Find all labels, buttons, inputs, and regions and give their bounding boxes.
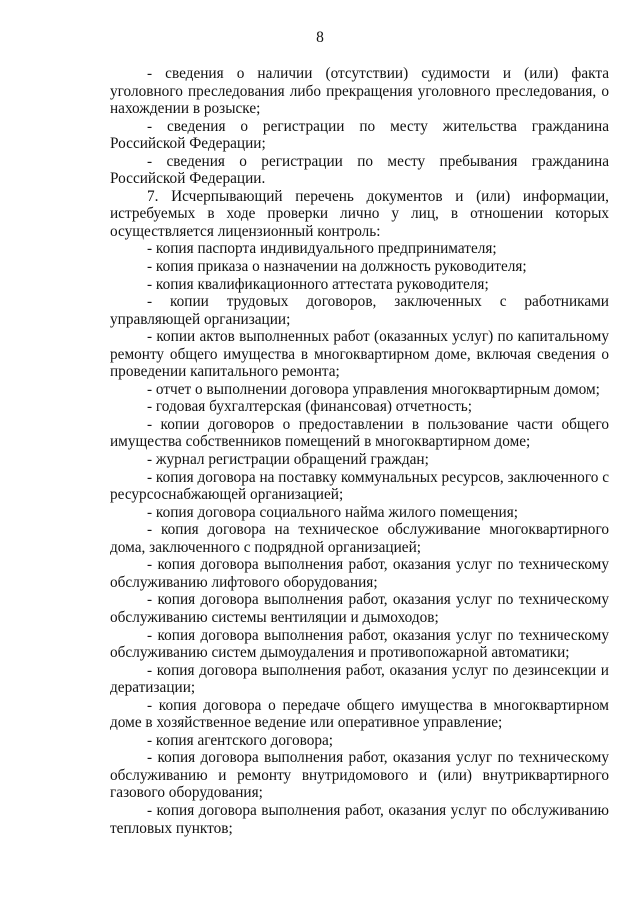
- list-item: - копия паспорта индивидуального предпринимателя;: [147, 240, 497, 258]
- page-number: 8: [316, 29, 324, 46]
- list-item: - копии трудовых договоров, заключенных с работниками управляющей организации;: [110, 293, 609, 328]
- list-item: - копия договора выполнения работ, оказания услуг по техническому обслуживанию и ремонту внутридомового и (или) внутриквартирного газового оборудования;: [110, 749, 609, 802]
- paragraph-residence-registration: - сведения о регистрации по месту жительства гражданина Российской Федерации;: [110, 117, 609, 153]
- list-item: - копия договора социального найма жилого помещения;: [147, 503, 518, 521]
- list-item: - копия договора на поставку коммунальных ресурсов, заключенного с ресурсоснабжающей организацией;: [110, 468, 609, 504]
- list-item: - копия договора выполнения работ, оказания услуг по техническому обслуживанию лифтового оборудования;: [110, 556, 609, 591]
- paragraph-stay-registration: - сведения о регистрации по месту пребывания гражданина Российской Федерации.: [110, 152, 609, 188]
- list-item: - копия договора выполнения работ, оказания услуг по техническому обслуживанию систем дымоудаления и противопожарной автоматики;: [110, 626, 609, 662]
- list-item: - копия договора выполнения работ, оказания услуг по обслуживанию тепловых пунктов;: [110, 801, 609, 837]
- list-item: - копия договора выполнения работ, оказания услуг по техническому обслуживанию системы вентиляции и дымоходов;: [110, 591, 609, 626]
- list-item: - копия договора выполнения работ, оказания услуг по дезинсекции и дератизации;: [110, 661, 609, 697]
- list-item: - годовая бухгалтерская (финансовая) отчетность;: [147, 398, 472, 416]
- list-item: - копии актов выполненных работ (оказанных услуг) по капитальному ремонту общего имущества в многоквартирном доме, включая сведения о проведении капитального ремонта;: [110, 328, 609, 381]
- list-item: - копия агентского договора;: [147, 731, 334, 749]
- list-item: - копия квалификационного аттестата руководителя;: [147, 275, 489, 293]
- list-item: - копия договора на техническое обслуживание многоквартирного дома, заключенного с подрядной организацией;: [110, 521, 609, 556]
- document-body: [110, 65, 609, 837]
- paragraph-criminal-record: - сведения о наличии (отсутствии) судимости и (или) факта уголовного преследования либо прекращения уголовного преследования, о нахождении в розыске;: [110, 65, 609, 118]
- paragraph-section-7-heading: 7. Исчерпывающий перечень документов и (или) информации, истребуемых в ходе проверки лично у лиц, в отношении которых осуществляется лицензионный контроль:: [110, 187, 609, 240]
- list-item: - журнал регистрации обращений граждан;: [147, 451, 429, 469]
- list-item: - копии договоров о предоставлении в пользование части общего имущества собственников помещений в многоквартирном доме;: [110, 415, 609, 451]
- list-item: - копия договора о передаче общего имущества в многоквартирном доме в хозяйственное ведение или оперативное управление;: [110, 696, 609, 732]
- list-item: - копия приказа о назначении на должность руководителя;: [147, 258, 527, 276]
- list-item: - отчет о выполнении договора управления многоквартирным домом;: [147, 380, 600, 398]
